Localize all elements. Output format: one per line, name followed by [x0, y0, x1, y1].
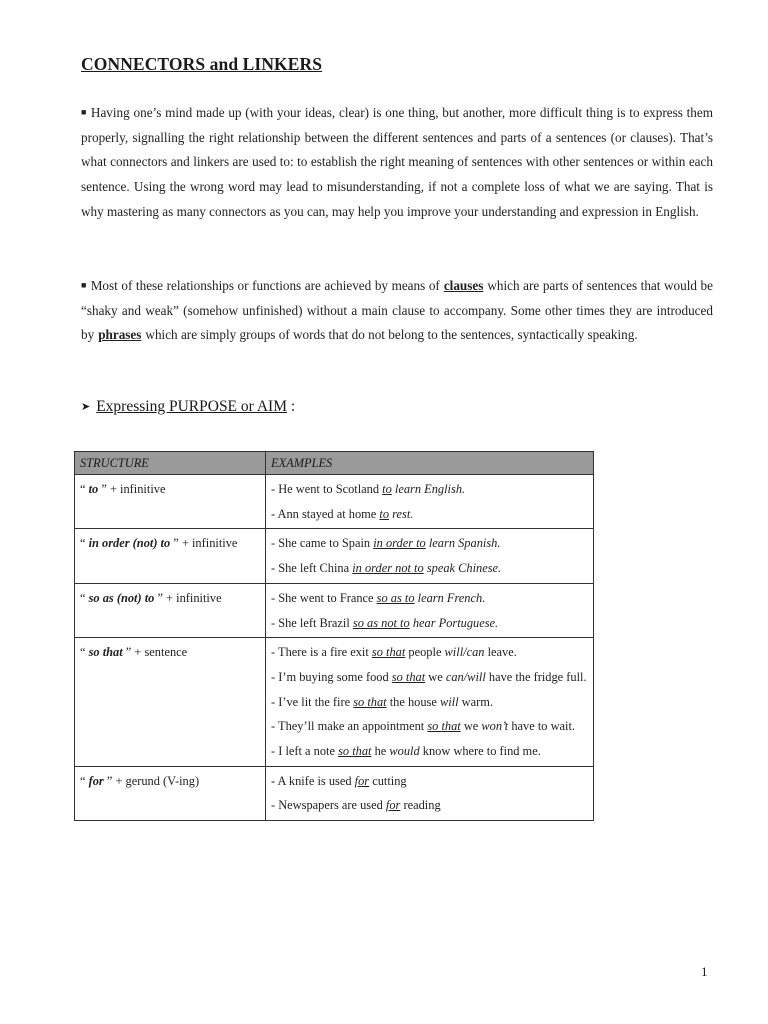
examples-cell	[266, 583, 594, 637]
table-body	[75, 475, 594, 821]
structure-keyword: in order (not) to	[88, 536, 171, 551]
table-row	[75, 583, 594, 637]
table-row	[75, 766, 594, 820]
connector-underlined: in order to	[373, 536, 426, 551]
example-sentence: - There is a fire exit so that people will/can leave.	[271, 645, 517, 660]
connector-underlined: so as not to	[352, 615, 410, 630]
page-title: CONNECTORS and LINKERS	[81, 54, 323, 74]
table-row	[75, 638, 594, 767]
example-sentence: - I’m buying some food so that we can/will have the fridge full.	[271, 669, 587, 684]
structure-keyword: to	[88, 482, 99, 496]
example-sentence: - I’ve lit the fire so that the house will warm.	[271, 694, 493, 709]
clauses-keyword: clauses	[443, 278, 484, 293]
example-sentence: - He went to Scotland to learn English.	[271, 482, 466, 496]
structure-keyword: for	[88, 773, 104, 788]
example-sentence: - She left Brazil so as not to hear Portuguese.	[271, 615, 499, 630]
connector-underlined: so that	[338, 744, 372, 759]
table-row	[75, 475, 594, 529]
structure-cell: “ to ” + infinitive	[75, 475, 266, 529]
structure-cell: “ for ” + gerund (V-ing)	[75, 766, 266, 820]
connector-underlined: for	[354, 773, 370, 788]
example-sentence: - Newspapers are used for reading	[271, 798, 441, 813]
connector-underlined: in order not to	[352, 561, 424, 576]
bullet-icon: ■	[81, 280, 87, 290]
connector-underlined: so that	[353, 694, 387, 709]
examples-header: EXAMPLES	[266, 452, 594, 475]
table-row	[75, 529, 594, 583]
examples-cell	[266, 766, 594, 820]
connector-underlined: to	[379, 506, 390, 521]
example-sentence: - A knife is used for cutting	[271, 773, 407, 788]
structure-keyword: so that	[88, 645, 123, 660]
connector-underlined: so that	[371, 645, 406, 660]
example-sentence: - She went to France so as to learn French.	[271, 590, 486, 605]
example-sentence: - They’ll make an appointment so that we won’t have to wait.	[271, 719, 576, 734]
arrow-bullet-icon: ➤	[81, 401, 91, 413]
intro-paragraph	[81, 100, 713, 225]
structure-cell: “ in order (not) to ” + infinitive	[75, 529, 266, 583]
connector-underlined: so as to	[376, 590, 415, 605]
structure-keyword: so as (not) to	[88, 590, 155, 605]
clauses-paragraph: ■ Most of these relationships or functions are achieved by means of clauses which are parts of sentences that would be “shaky and weak” (somehow unfinished) without a main clause to accompany. Some other times they are introduced by phrases which are simply groups of words that do not belong to the sentences, syntactically speaking.	[81, 278, 713, 343]
phrases-keyword: phrases	[98, 327, 142, 343]
structure-cell: “ so as (not) to ” + infinitive	[75, 583, 266, 637]
section-heading: ➤ Expressing PURPOSE or AIM :	[81, 398, 296, 415]
connector-underlined: for	[385, 798, 401, 813]
intro-text: Having one’s mind made up (with your ideas, clear) is one thing, but another, more difficult thing is to express them properly, signalling the right relationship between the different sentences and parts of a sentences (or clauses). That’s what connectors and linkers are used to: to establish the right meaning of sentences with other sentences or within each sentence. Using the wrong word may lead to misunderstanding, if not a complete loss of what we are saying. That is why mastering as many connectors as you can, may help you improve your understanding and expression in English.	[81, 105, 714, 219]
connector-underlined: so that	[391, 669, 426, 684]
example-sentence: - She came to Spain in order to learn Spanish.	[271, 536, 501, 551]
example-sentence: - Ann stayed at home to rest.	[271, 506, 414, 521]
table-header-row	[75, 452, 594, 475]
purpose-table	[74, 451, 594, 821]
connector-underlined: to	[382, 482, 392, 496]
bullet-icon: ■	[81, 107, 87, 117]
example-sentence: - She left China in order not to speak Chinese.	[271, 561, 502, 576]
structure-cell: “ so that ” + sentence	[75, 638, 266, 767]
example-sentence: - I left a note so that he would know where to find me.	[271, 744, 541, 759]
examples-cell	[266, 638, 594, 767]
connector-underlined: so that	[427, 719, 461, 734]
page-number: 1	[701, 964, 708, 979]
examples-cell	[266, 475, 594, 529]
structure-header: STRUCTURE	[75, 452, 266, 475]
examples-cell	[266, 529, 594, 583]
